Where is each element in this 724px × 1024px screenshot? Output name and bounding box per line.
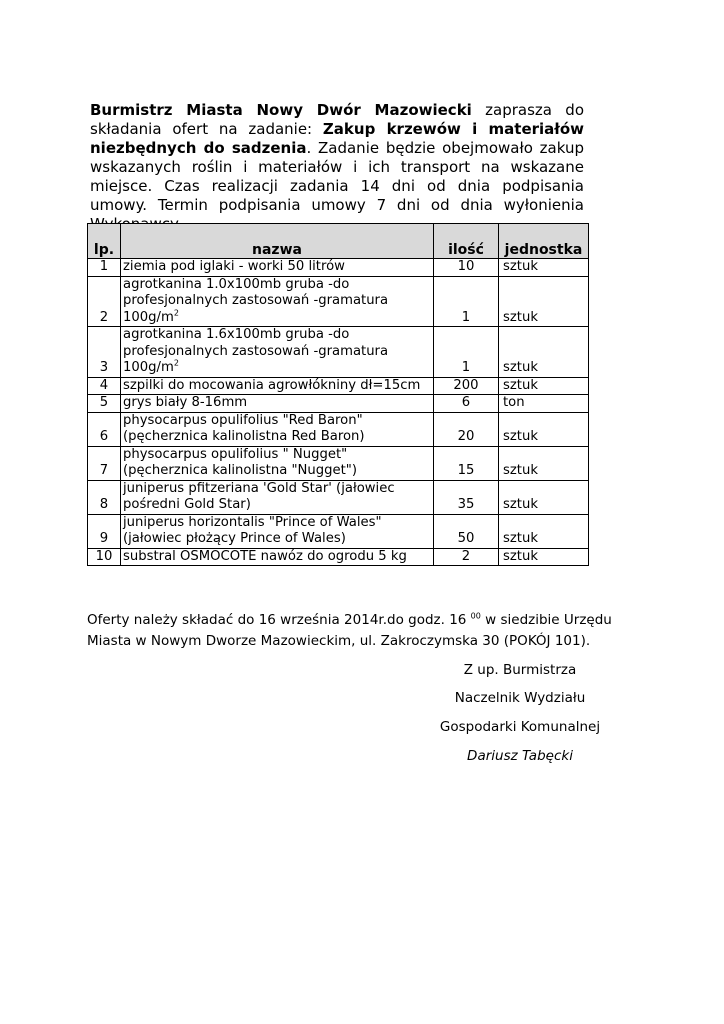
table-header-row bbox=[88, 224, 589, 259]
item-name bbox=[121, 327, 434, 378]
item-name-line bbox=[123, 463, 431, 480]
header-nazwa: nazwa bbox=[121, 224, 434, 259]
item-name-text: (pęcherznica kalinolistna "Nugget") bbox=[123, 463, 358, 478]
item-name-line bbox=[123, 259, 431, 276]
row-number: 1 bbox=[88, 259, 121, 277]
item-quantity: 1 bbox=[434, 327, 499, 378]
item-name-line bbox=[123, 310, 431, 327]
item-name-line bbox=[123, 277, 431, 294]
item-name-text: substral OSMOCOTE nawóz do ogrodu 5 kg bbox=[123, 548, 407, 564]
submission-text-2: w siedzibie Urzędu Miasta w Nowym Dworze Mazowieckim, ul. Zakroczymska 30 (POKÓJ 101). bbox=[87, 612, 612, 649]
item-name-line bbox=[123, 447, 431, 464]
item-name-text: szpilki do mocowania agrowłókniny dł=15cm bbox=[123, 377, 421, 393]
item-quantity: 20 bbox=[434, 412, 499, 446]
row-number: 9 bbox=[88, 514, 121, 548]
item-name-line bbox=[123, 497, 431, 514]
table-row bbox=[88, 259, 589, 277]
item-name-line bbox=[123, 413, 431, 430]
item-name-text: juniperus horizontalis "Prince of Wales" bbox=[123, 514, 382, 530]
item-name-text: ziemia pod iglaki - worki 50 litrów bbox=[123, 259, 345, 274]
item-name-text: profesjonalnych zastosowań -gramatura bbox=[123, 343, 389, 359]
item-quantity: 15 bbox=[434, 446, 499, 480]
row-number: 7 bbox=[88, 446, 121, 480]
item-name-text: 100g/m bbox=[123, 309, 174, 325]
item-name-text: (jałowiec płożący Prince of Wales) bbox=[123, 531, 346, 546]
item-name-text: (pęcherznica kalinolistna Red Baron) bbox=[123, 429, 365, 444]
unit-superscript: 2 bbox=[173, 358, 179, 368]
item-quantity: 1 bbox=[434, 276, 499, 327]
item-name-text: agrotkanina 1.0x100mb gruba -do bbox=[123, 276, 350, 292]
item-name-line bbox=[123, 344, 431, 361]
item-unit: sztuk bbox=[499, 514, 589, 548]
item-quantity: 200 bbox=[434, 377, 499, 395]
header-ilosc: ilość bbox=[434, 224, 499, 259]
item-name-text: grys biały 8-16mm bbox=[123, 395, 248, 410]
table-row bbox=[88, 514, 589, 548]
table-row bbox=[88, 548, 589, 566]
item-quantity: 10 bbox=[434, 259, 499, 277]
table-row bbox=[88, 412, 589, 446]
item-unit: sztuk bbox=[499, 276, 589, 327]
table-row bbox=[88, 276, 589, 327]
submission-text-1: Oferty należy składać do 16 września 2014r.do godz. 16 bbox=[87, 612, 471, 628]
item-unit: ton bbox=[499, 395, 589, 413]
header-jednostka: jednostka bbox=[499, 224, 589, 259]
signature-line-1: Z up. Burmistrza bbox=[463, 662, 577, 678]
item-name-text: physocarpus opulifolius "Red Baron" bbox=[123, 412, 363, 428]
organization-name: Burmistrz Miasta Nowy Dwór Mazowiecki bbox=[90, 101, 472, 119]
item-name-text: pośredni Gold Star) bbox=[123, 497, 251, 512]
row-number: 6 bbox=[88, 412, 121, 446]
item-name-text: profesjonalnych zastosowań -gramatura bbox=[123, 293, 389, 308]
item-quantity: 50 bbox=[434, 514, 499, 548]
item-unit: sztuk bbox=[499, 412, 589, 446]
item-quantity: 35 bbox=[434, 480, 499, 514]
item-name-text: physocarpus opulifolius " Nugget" bbox=[123, 446, 348, 462]
header-lp: lp. bbox=[88, 224, 121, 259]
items-table bbox=[87, 223, 589, 566]
row-number: 2 bbox=[88, 276, 121, 327]
table-row bbox=[88, 377, 589, 395]
item-unit: sztuk bbox=[499, 446, 589, 480]
table-row bbox=[88, 327, 589, 378]
item-name-line bbox=[123, 327, 431, 344]
item-name-line bbox=[123, 395, 431, 412]
item-name-line bbox=[123, 429, 431, 446]
signature-line-3: Gospodarki Komunalnej bbox=[439, 719, 601, 735]
signatory-name: Dariusz Tabęcki bbox=[467, 748, 573, 764]
item-quantity: 6 bbox=[434, 395, 499, 413]
item-name bbox=[121, 480, 434, 514]
submission-info bbox=[87, 610, 617, 652]
row-number: 4 bbox=[88, 377, 121, 395]
item-name bbox=[121, 548, 434, 566]
item-name bbox=[121, 276, 434, 327]
item-name bbox=[121, 514, 434, 548]
row-number: 8 bbox=[88, 480, 121, 514]
row-number: 3 bbox=[88, 327, 121, 378]
intro-text-1: zaprasza do składania ofert na zadanie: bbox=[90, 101, 585, 138]
intro-text-2: . Zadanie będzie obejmowało zakup wskazanych roślin i materiałów i ich transport na wskazane miejsce. Czas realizacji zadania 14 dni od dnia podpisania umowy. Termin podpisania umowy 7 dni od dnia wyłonienia bbox=[90, 139, 584, 214]
item-name bbox=[121, 446, 434, 480]
item-unit: sztuk bbox=[499, 480, 589, 514]
unit-superscript: 2 bbox=[173, 308, 179, 318]
signature-line-2: Naczelnik Wydziału bbox=[454, 690, 586, 706]
row-number: 5 bbox=[88, 395, 121, 413]
table-row bbox=[88, 446, 589, 480]
item-name-text: agrotkanina 1.6x100mb gruba -do bbox=[123, 327, 350, 342]
row-number: 10 bbox=[88, 548, 121, 566]
item-name bbox=[121, 377, 434, 395]
item-unit: sztuk bbox=[499, 377, 589, 395]
item-name-line bbox=[123, 360, 431, 377]
item-unit: sztuk bbox=[499, 327, 589, 378]
table-row bbox=[88, 395, 589, 413]
item-name-line bbox=[123, 293, 431, 310]
item-name-line bbox=[123, 481, 431, 498]
item-name bbox=[121, 412, 434, 446]
table-row bbox=[88, 480, 589, 514]
task-name: Zakup krzewów i materiałów niezbędnych do sadzenia bbox=[90, 120, 585, 157]
item-unit: sztuk bbox=[499, 548, 589, 566]
items-table-body bbox=[88, 259, 589, 566]
item-quantity: 2 bbox=[434, 548, 499, 566]
intro-paragraph bbox=[90, 101, 584, 234]
item-name-line bbox=[123, 531, 431, 548]
item-name bbox=[121, 395, 434, 413]
item-name-line bbox=[123, 549, 431, 566]
item-name-line bbox=[123, 378, 431, 395]
item-name-text: juniperus pfitzeriana 'Gold Star' (jałowiec bbox=[123, 480, 395, 496]
item-unit: sztuk bbox=[499, 259, 589, 277]
item-name bbox=[121, 259, 434, 277]
submission-time-superscript: 00 bbox=[470, 611, 481, 621]
item-name-text: 100g/m bbox=[123, 360, 174, 375]
item-name-line bbox=[123, 515, 431, 532]
